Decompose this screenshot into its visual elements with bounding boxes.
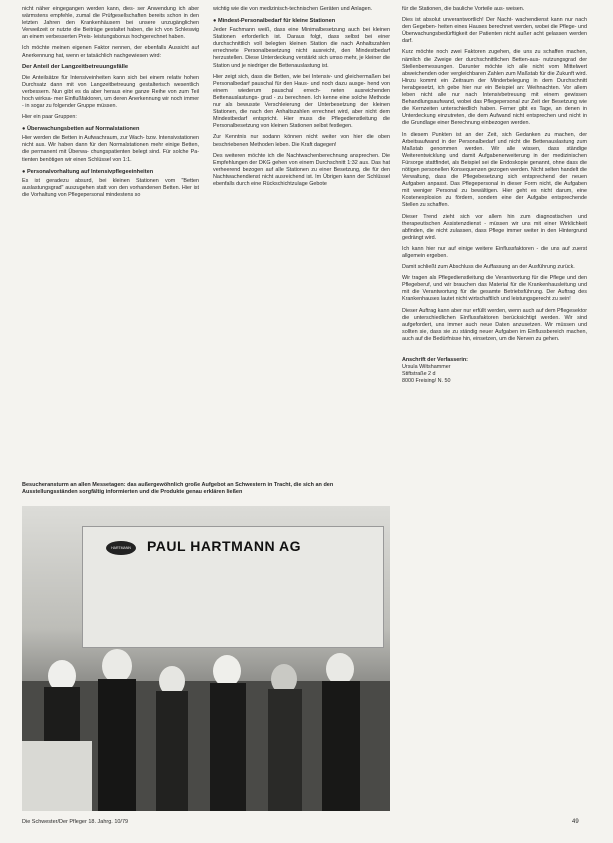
bullet-heading: ● Überwachungsbetten auf Normalstationen (22, 126, 199, 133)
author-street: Stiftstraße 2 d (402, 371, 436, 378)
paragraph: nicht näher eingegangen werden kann, dies- ser Anwendung ich aber wärmstens empfehle, zumal die Prüfgesellschaften bereits schon in den letzten Jahren den Krankenhäusern bei unsere unzugänglichen Verweilzeit or nutzte die Beiträge gestaltet haben, die ich von Schleswig an einem verbesserten Preis- leistungsbonus hochgerechnet haben. (22, 6, 199, 41)
paragraph: Des weiteren möchte ich die Nachtwachenberechnung ansprechen. Die Empfehlungen der DKG gehen von einem Durchschnitt 1:32 aus. Das hat verheerend bezogen auf alle Stationen zu einer Besetzung, die für den Nachtwachendienst nicht ausreichend ist. Im Übrigen kann der Schlüssel ebenfalls durch eine Rückschichtzulage Gebote (213, 152, 390, 187)
paragraph: Dies ist absolut unverantwortlich! Der Nacht- wachendienst kann nur nach den Gegeben- heiten eines Hauses berechnet werden, wobei die Pflege- und Überwachungsbedürftigkeit der Patienten nicht außer acht gelassen werden darf. (402, 17, 587, 45)
paragraph: Jeder Fachmann weiß, dass eine Minimalbesetzung auch bei kleinen Stationen erforderlich ist. Daraus folgt, dass selbst bei einer durchschnittlich voll belegten kleinen Station die nach Anhaltszahlen errechnete Personalbesetzung nicht ausreicht, den Mindestbedarf herzustellen. Diese Unterdeckung verstärkt sich umso mehr, je kleiner die Station und je niedriger die Bettenauslastung ist. (213, 27, 390, 69)
bullet-heading: ● Mindest-Personalbedarf für kleine Stationen (213, 18, 390, 25)
author-name: Ursula Wiltshammer (402, 364, 451, 371)
booth-brand-sign: PAUL HARTMANN AG (147, 538, 301, 554)
exhibition-photo (22, 506, 390, 811)
paragraph: Kurz möchte noch zwei Faktoren zugehen, die uns zu schaffen machen, nämlich die Zweige der durchschnittlichen Betten-aus- nutzungsgrad der Stellenbemessungen. Darunter möchte ich alle nicht vom Mittelwert abweichenden oder vergleichbaren Zahlen zum Maßstab für die Zukunft wird. Hinzu kommt ein Zeitraum der Minderbelegung in dem Durchschnitt herabgesetzt, ich gebe hier nur ein Beispiel an: Weihnachten. Vor allem leben nicht alle nur nach Intensivbetreuung mit einem gewissen Behandlungsaufwand, wobei das Pflegepersonal zur Zeit der Besetzung wie die Kernzeiten unterschiedlich haben. Ferner gibt es Tage, an denen in Unterdeckung einzutreten, die dem Aufwand nicht entsprechen und nicht in die Grundlage einer Berechnung einbezogen werden. (402, 49, 587, 127)
page-number: 49 (572, 819, 579, 825)
paragraph: Es ist geradezu absurd, bei kleinen Stationen vom "Betten auslastungsgrad" auszugehen statt von den vorhandenen Betten. Hier ist die Vorhaltung von Pflegepersonal mindestens so (22, 177, 199, 198)
paragraph: Hier werden die Betten in Aufwachraum, zur Wach- bzw. Intensivstationen nicht aus. Wir haben dann für den Normalstationen mehr einige Betten, die permanent mit Überwa- chungspatienten belegt sind. Für solche Pa- tienten benötigen wir einen Schlüssel von 1:1. (22, 135, 199, 163)
photo-caption: Besucheransturm an allen Messetagen: das außergewöhnlich große Aufgebot an Schwestern in Tracht, die sich an den Ausstellungsständen sorgfältig informierten und die Produkte genau erklären ließen (22, 482, 334, 495)
paragraph: Die Anteilsätze für Intensiveinheiten kann sich bei einem relativ hohen Durchsatz dann mit von Langzeitbetreuung gestalterisch wesentlich verbessern. Nun gibt es da aber heraus eine ganze Reihe von zum Teil hoch wirksa- mer Einflußfaktoren, um deren Anerkennung wir noch immer - in sogar zu folgender Gruppe müssen. (22, 74, 199, 110)
paragraph: wichtig wie die von medizinisch-technischen Geräten und Anlagen. (213, 6, 373, 12)
journal-footer: Die Schwester/Der Pfleger 18. Jahrg. 10/79 (22, 819, 129, 825)
author-address-title: Anschrift der Verfasserin: (402, 357, 468, 364)
bullet-heading: ● Personalvorhaltung auf Intensivpflegeeinheiten (22, 169, 199, 176)
text-column-3 (402, 6, 587, 816)
paragraph: Dieser Auftrag kann aber nur erfüllt werden, wenn auch auf dem Pflegesektor die unterschiedlichen Einflussfaktoren berücksichtigt werden. Wir sind aufgefordert, uns immer auch neue Daten anzusetzen. Wir müssen und sollten sie, dass sie zu ständig neuer Aufgaben im Einflussbereich machen, auch auf die Bedürfnisse hin, einsetzen, um die Nerven zu gehen. (402, 307, 587, 342)
text-column-1 (22, 6, 199, 476)
paragraph: Ich möchte meinen eigenen Faktor nennen, der ebenfalls Aussicht auf Anerkennung hat, wenn er tatsächlich nachgewiesen wird: (22, 45, 199, 59)
paragraph: Hier ein paar Gruppen: (22, 114, 77, 121)
paragraph: Wir tragen als Pflegedienstleitung die Verantwortung für die Pflege und den Pflegeberuf, und wir brauchen das Material für die Krankenhausleitung und mit die Verantwortung für die gesamte Betriebsführung. Der Auftrag des Krankenhauses lautet nicht wirtschaftlich und leistungsgerecht zu sein! (402, 275, 587, 303)
author-city: 8000 Freising/ N. 50 (402, 378, 451, 385)
paragraph: für die Stationen, die bauliche Vorteile aus- weisen. (402, 6, 525, 12)
crowd-silhouettes (22, 621, 390, 811)
paragraph: Hier zeigt sich, dass die Betten, wie bei Intensiv- und gleichermaßen bei Personalbedarf pauschal für den Haus- und noch dazu ausge- hend von einem wiederum pauschal errech- neten ausreichenden Bettenauslastungs- grad - zu berechnen. Ich kenne eine solche Methode nur als bewusste Verschleierung der Unterbesetzung der kleinen Stationen, die nach den Anhaltszahlen errechnet wird, aber nicht dem Mindestbedarf entspricht. Hier muss die Pflegedienstleitung die Personalbesetzung von kleinen Stationen selbst festlegen. (213, 73, 390, 130)
paragraph: Zur Kenntnis nur sodann können nicht weiter von hier die oben beschriebenen Methoden leben. Die Kraft dagegen! (213, 134, 390, 148)
hartmann-logo: HARTMANN (106, 541, 136, 555)
paragraph: Ich kann hier nur auf einige weitere Einflussfaktoren - die uns auf zuerst allgemein ergeben. (402, 245, 587, 259)
paragraph: In diesem Punkten ist an der Zeit, sich Gedanken zu machen, der Arbeitsaufwand in der Personalbedarf und nicht die Bettenauslastung zum Maßstab genommen werden. Wir alle wissen, dass ständige Weiterentwicklung und damit Aufgabenerweiterung in der medizinischen Fürsorge stattfindet, als Beispiel sei die Endoskopie genannt, ohne dass die nötigen personellen Konsequenzen gezogen werden. Nicht selten handelt die Verwaltung, dass die Pflegebesetzung sich entsprechend der neuen Aufgaben anpasst. Das Pflegepersonal in dieser Form nicht, die Aufgaben mit weniger Personal zu bewältigen. Hier geht es nicht darum, eine Kostenexplosion zu fördern, sondern eine der Aufgabe entsprechende Stellen zu schaffen. (402, 131, 587, 209)
text-column-2 (213, 6, 390, 476)
paragraph: Damit schließt zum Abschluss die Auffassung an der Ausführung zurück. (402, 264, 575, 271)
paragraph: Dieser Trend zieht sich vor allem hin zum diagnostischen und therapeutischen Assistenzdienst - müssen wir uns mit einer Wirklichkeit abfinden, die nicht zulassen, dass Pflege immer weiter in den Hintergrund gedrängt wird. (402, 213, 587, 241)
section-heading: Der Anteil der Langzeitbetreuungsfälle (22, 63, 129, 70)
